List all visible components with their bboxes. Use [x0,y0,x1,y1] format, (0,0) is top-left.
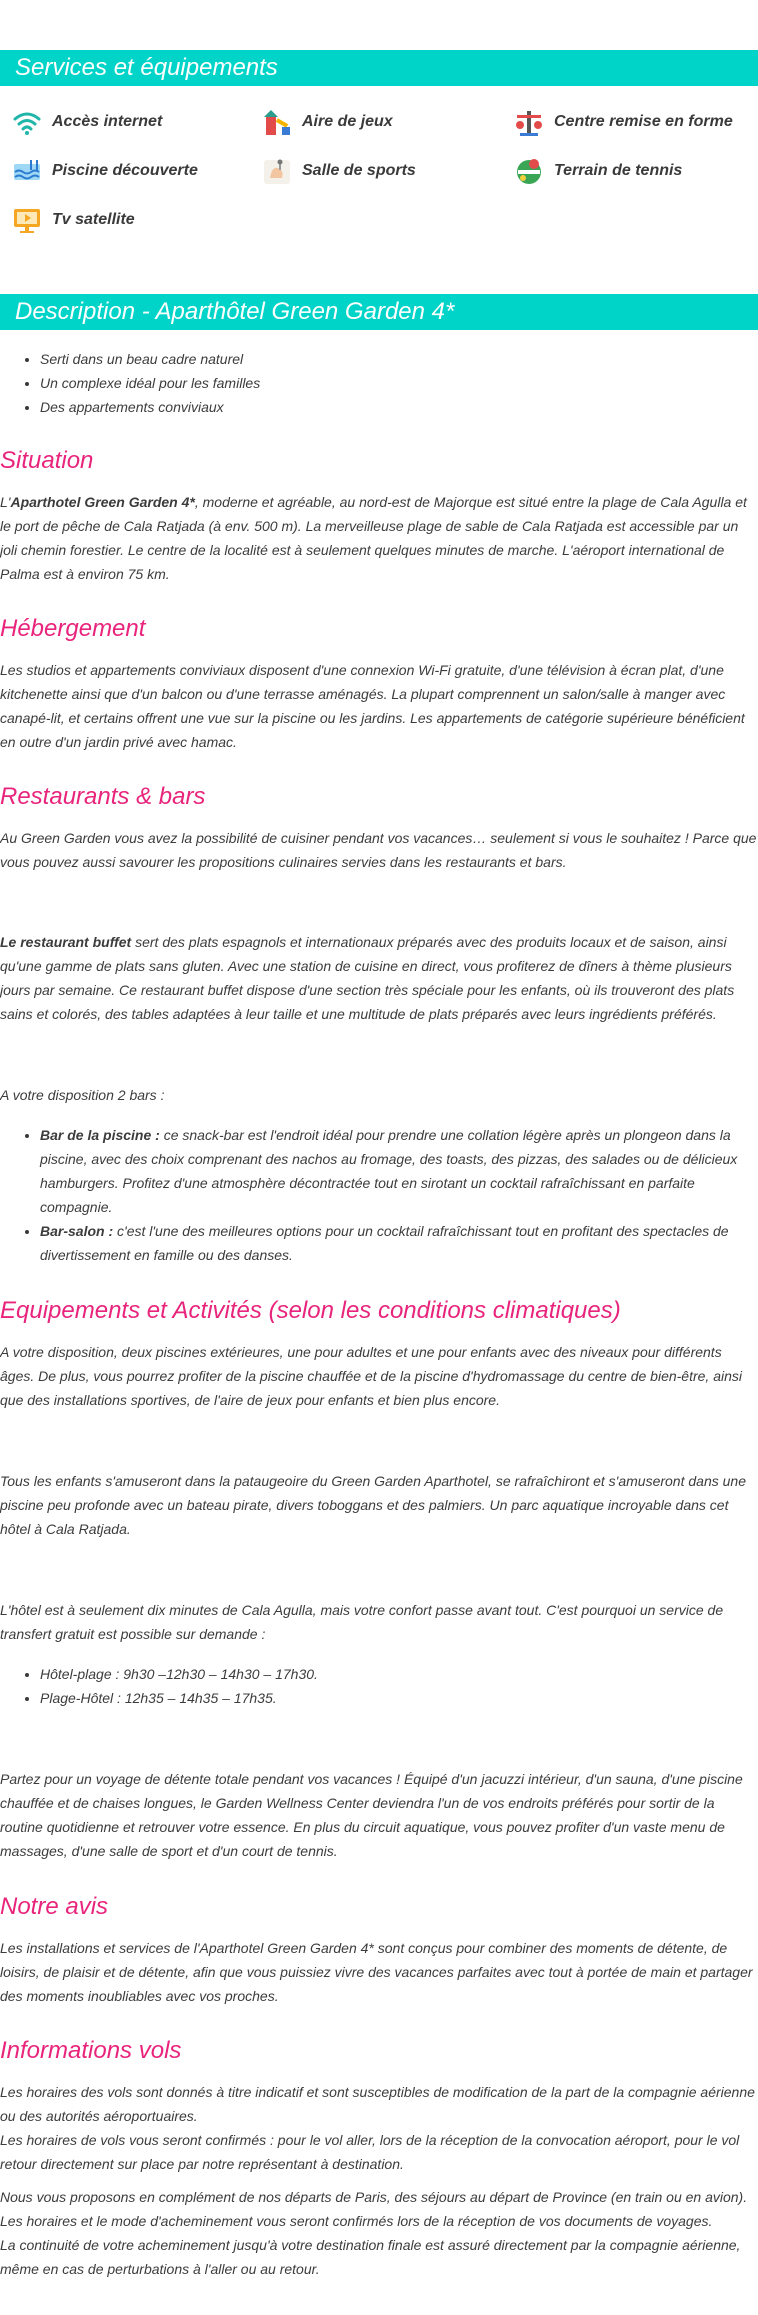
situation-body: , moderne et agréable, au nord-est de Majorque est situé entre la plage de Cala Agulla et le port de pêche de Cala Ratjada (à env. 500 m). La merveilleuse plage de sable de Cala Ratjada est accessible par un joli chemin forestier. Le centre de la localité est à seulement quelques minutes de marche. L'aéroport international de Palma est à environ 75 km. [0,494,747,582]
restaurant-buffet-body: sert des plats espagnols et internationaux préparés avec des produits locaux et de saison, ainsi qu'une gamme de plats sans gluten. Avec une station de cuisine en direct, vous profiterez de dîners à thème plusieurs jours par semaine. Ce restaurant buffet dispose d'une section très spéciale pour les enfants, où ils trouveront des plats sains et colorés, des tables adaptées à leur taille et une multitude de plats préparés avec leurs ingrédients préférés. [0,934,735,1022]
equipements-p1: A votre disposition, deux piscines extérieures, une pour adultes et une pour enfants avec des niveaux pour différents âges. De plus, vous pourrez profiter de la piscine chauffée et de la piscine d'hydromassage du centre de bien-être, ainsi que des installations sportives, de l'aire de jeux pour enfants et bien plus encore. [0,1344,742,1408]
gym-icon [260,155,294,187]
service-label: Accès internet [52,113,163,130]
service-playground [260,106,393,138]
service-label: Terrain de tennis [554,162,683,179]
bar-name: Bar de la piscine : [40,1127,160,1143]
restaurant-buffet-name: Le restaurant buffet [0,934,132,950]
bar-name: Bar-salon : [40,1223,114,1239]
service-label: Salle de sports [302,162,416,179]
schedule-item: • Hôtel-plage : 9h30 –12h30 – 14h30 – 17h30. [40,1662,758,1686]
vols-line: Les horaires de vols vous seront confirmés : pour le vol aller, lors de la réception de la convocation aéroport, pour le vol retour directement sur place par notre représentant à destination. [0,2132,740,2172]
vols-line: La continuité de votre acheminement jusqu'à votre destination finale est assuré directement par la compagnie aérienne, même en cas de perturbations à l'aller ou au retour. [0,2237,741,2277]
tennis-icon [512,155,546,187]
situation-heading: Situation [0,447,94,474]
bar-text: c'est l'une des meilleures options pour un cocktail rafraîchissant tout en profitant des spectacles de divertissement en famille ou des danses. [40,1223,729,1263]
highlight-item: • Des appartements conviviaux [40,395,260,419]
vols-block-a [0,2080,758,2176]
service-internet [10,106,162,138]
hebergement-heading: Hébergement [0,615,146,642]
service-fitness [512,106,733,138]
restaurants-intro: Au Green Garden vous avez la possibilité de cuisiner pendant vos vacances… seulement si vous le souhaitez ! Parce que vous pouvez aussi savourer les propositions culinaires servies dans les restaurants et bars. [0,830,757,870]
situation-lead: L' [0,494,11,510]
situation-hotel-name: Aparthotel Green Garden 4* [10,494,195,510]
equipements-p3: L'hôtel est à seulement dix minutes de Cala Agulla, mais votre confort passe avant tout. C'est pourquoi un service de transfert gratuit est possible sur demande : [0,1602,724,1642]
equipements-p4: Partez pour un voyage de détente totale pendant vos vacances ! Équipé d'un jacuzzi intérieur, d'un sauna, d'une piscine chauffée et de chaises longues, le Garden Wellness Center deviendra l'un de vos endroits préférés pour sortir de la routine quotidienne et retrouver votre essence. En plus du circuit aquatique, vous pouvez profiter d'un vaste menu de massages, d'une salle de sport et d'un court de tennis. [0,1771,743,1859]
playground-icon [260,106,294,138]
description-highlights [0,347,260,419]
fitness-center-icon [512,106,546,138]
wifi-icon [10,106,44,138]
pool-icon [10,155,44,187]
service-label: Tv satellite [52,211,135,228]
service-gym [260,155,416,187]
bars-list [0,1123,758,1267]
highlight-item: • Un complexe idéal pour les familles [40,371,260,395]
vols-line: Nous vous proposons en complément de nos départs de Paris, des séjours au départ de Province (en train ou en avion). [0,2189,748,2205]
description-banner [0,294,758,330]
hebergement-text: Les studios et appartements conviviaux disposent d'une connexion Wi-Fi gratuite, d'une télévision à écran plat, d'une kitchenette ainsi que d'un balcon ou d'une terrasse aménagés. La plupart comprennent un salon/salle à manger avec canapé-lit, et certains offrent une vue sur la piscine ou les jardins. Les appartements de catégorie supérieure bénéficient en outre d'un jardin privé avec hamac. [0,662,745,750]
vols-line: Les horaires et le mode d'acheminement vous seront confirmés lors de la réception de vos documents de voyages. [0,2213,713,2229]
bar-item [40,1219,758,1267]
vols-block-b [0,2185,758,2281]
tv-icon [10,204,44,236]
service-label: Piscine découverte [52,162,198,179]
service-label: Centre remise en forme [554,113,733,130]
restaurants-heading: Restaurants & bars [0,783,206,810]
service-pool [10,155,198,187]
bar-text: ce snack-bar est l'endroit idéal pour prendre une collation légère après un plongeon dans la piscine, avec des choix comprenant des nachos au fromage, des toasts, des pizzas, des salades ou de délicieux hamburgers. Profitez d'une atmosphère décontractée tout en sirotant un cocktail rafraîchissant en parfaite compagnie. [40,1127,738,1215]
description-title: Description - Aparthôtel Green Garden 4* [15,298,455,325]
services-title: Services et équipements [15,54,278,81]
bar-item [40,1123,758,1219]
vols-line: Les horaires des vols sont donnés à titre indicatif et sont susceptibles de modification de la part de la compagnie aérienne ou des autorités aéroportuaires. [0,2084,755,2124]
service-label: Aire de jeux [302,113,393,130]
service-tennis [512,155,682,187]
avis-text: Les installations et services de l'Aparthotel Green Garden 4* sont conçus pour combiner des moments de détente, de loisirs, de plaisir et de détente, afin que vous puissiez vivre des vacances parfaites avec tout à portée de main et partager des moments inoubliables avec vos proches. [0,1940,753,2004]
vols-heading: Informations vols [0,2037,182,2064]
equipements-p2: Tous les enfants s'amuseront dans la pataugeoire du Green Garden Aparthotel, se rafraîchiront et s'amuseront dans une piscine peu profonde avec un bateau pirate, divers toboggans et des palmiers. Un parc aquatique incroyable dans cet hôtel à Cala Ratjada. [0,1473,746,1537]
equipements-heading: Equipements et Activités (selon les conditions climatiques) [0,1297,621,1324]
services-banner [0,50,758,86]
highlight-item: • Serti dans un beau cadre naturel [40,347,260,371]
transfer-schedule [0,1662,758,1710]
situation-text [0,490,758,586]
service-tv [10,204,135,236]
restaurant-buffet-text [0,930,758,1026]
avis-heading: Notre avis [0,1893,109,1920]
bars-intro: A votre disposition 2 bars : [0,1087,165,1103]
schedule-item: • Plage-Hôtel : 12h35 – 14h35 – 17h35. [40,1686,758,1710]
